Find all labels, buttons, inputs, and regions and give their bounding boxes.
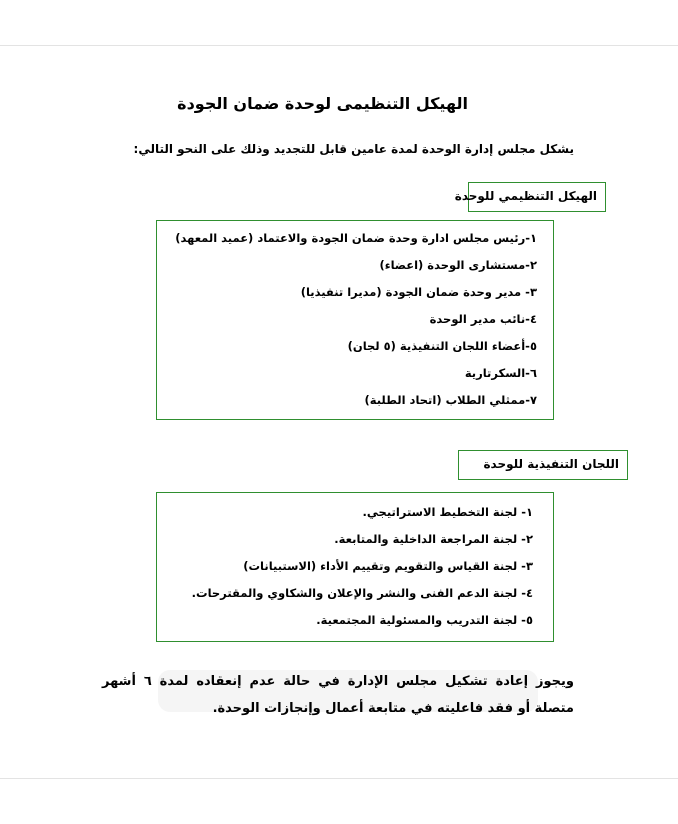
list-item: ٥- لجنة التدريب والمسئولية المجتمعية. (316, 613, 533, 627)
list-item: ٣- مدير وحدة ضمان الجودة (مديرا تنفيذيا) (300, 285, 537, 299)
list-item: ٢- لجنة المراجعة الداخلية والمتابعة. (334, 532, 533, 546)
intro-paragraph: يشكل مجلس إدارة الوحدة لمدة عامين قابل للتجديد وذلك على النحو التالي: (133, 142, 574, 156)
closing-paragraph: ويجوز إعادة تشكيل مجلس الإدارة في حالة عدم إنعقاده لمدة ٦ أشهر متصلة أو فقد فاعليته في متابعة أعمال وإنجازات الوحدة. (102, 674, 574, 716)
structure-heading-box (454, 182, 606, 212)
structure-list-box (156, 220, 554, 420)
list-item: ٤- لجنة الدعم الفنى والنشر والإعلان والشكاوي والمقترحات. (191, 586, 533, 600)
list-item: ٧-ممثلي الطلاب (اتحاد الطلبة) (364, 393, 537, 407)
list-item: ٤-نائب مدير الوحدة (429, 312, 537, 326)
list-item: ٢-مستشارى الوحدة (اعضاء) (379, 258, 537, 272)
committees-list-box (156, 492, 554, 642)
committees-heading: اللجان التنفيذية للوحدة (483, 457, 619, 471)
structure-heading: الهيكل التنظيمي للوحدة (454, 189, 597, 203)
bottom-page-edge (0, 778, 678, 779)
document-title: الهيكل التنظيمى لوحدة ضمان الجودة (177, 94, 468, 113)
list-item: ٦-السكرتارية (464, 366, 537, 380)
list-item: ١-رئيس مجلس ادارة وحدة ضمان الجودة والاعتماد (عميد المعهد) (175, 231, 537, 245)
list-item: ١- لجنة التخطيط الاستراتيجي. (362, 505, 533, 519)
list-item: ٥-أعضاء اللجان التنفيذية (٥ لجان) (347, 339, 537, 353)
committees-heading-box (458, 450, 628, 480)
list-item: ٣- لجنة القياس والتقويم وتقييم الأداء (الاستبيانات) (243, 559, 533, 573)
document-page (0, 46, 678, 778)
